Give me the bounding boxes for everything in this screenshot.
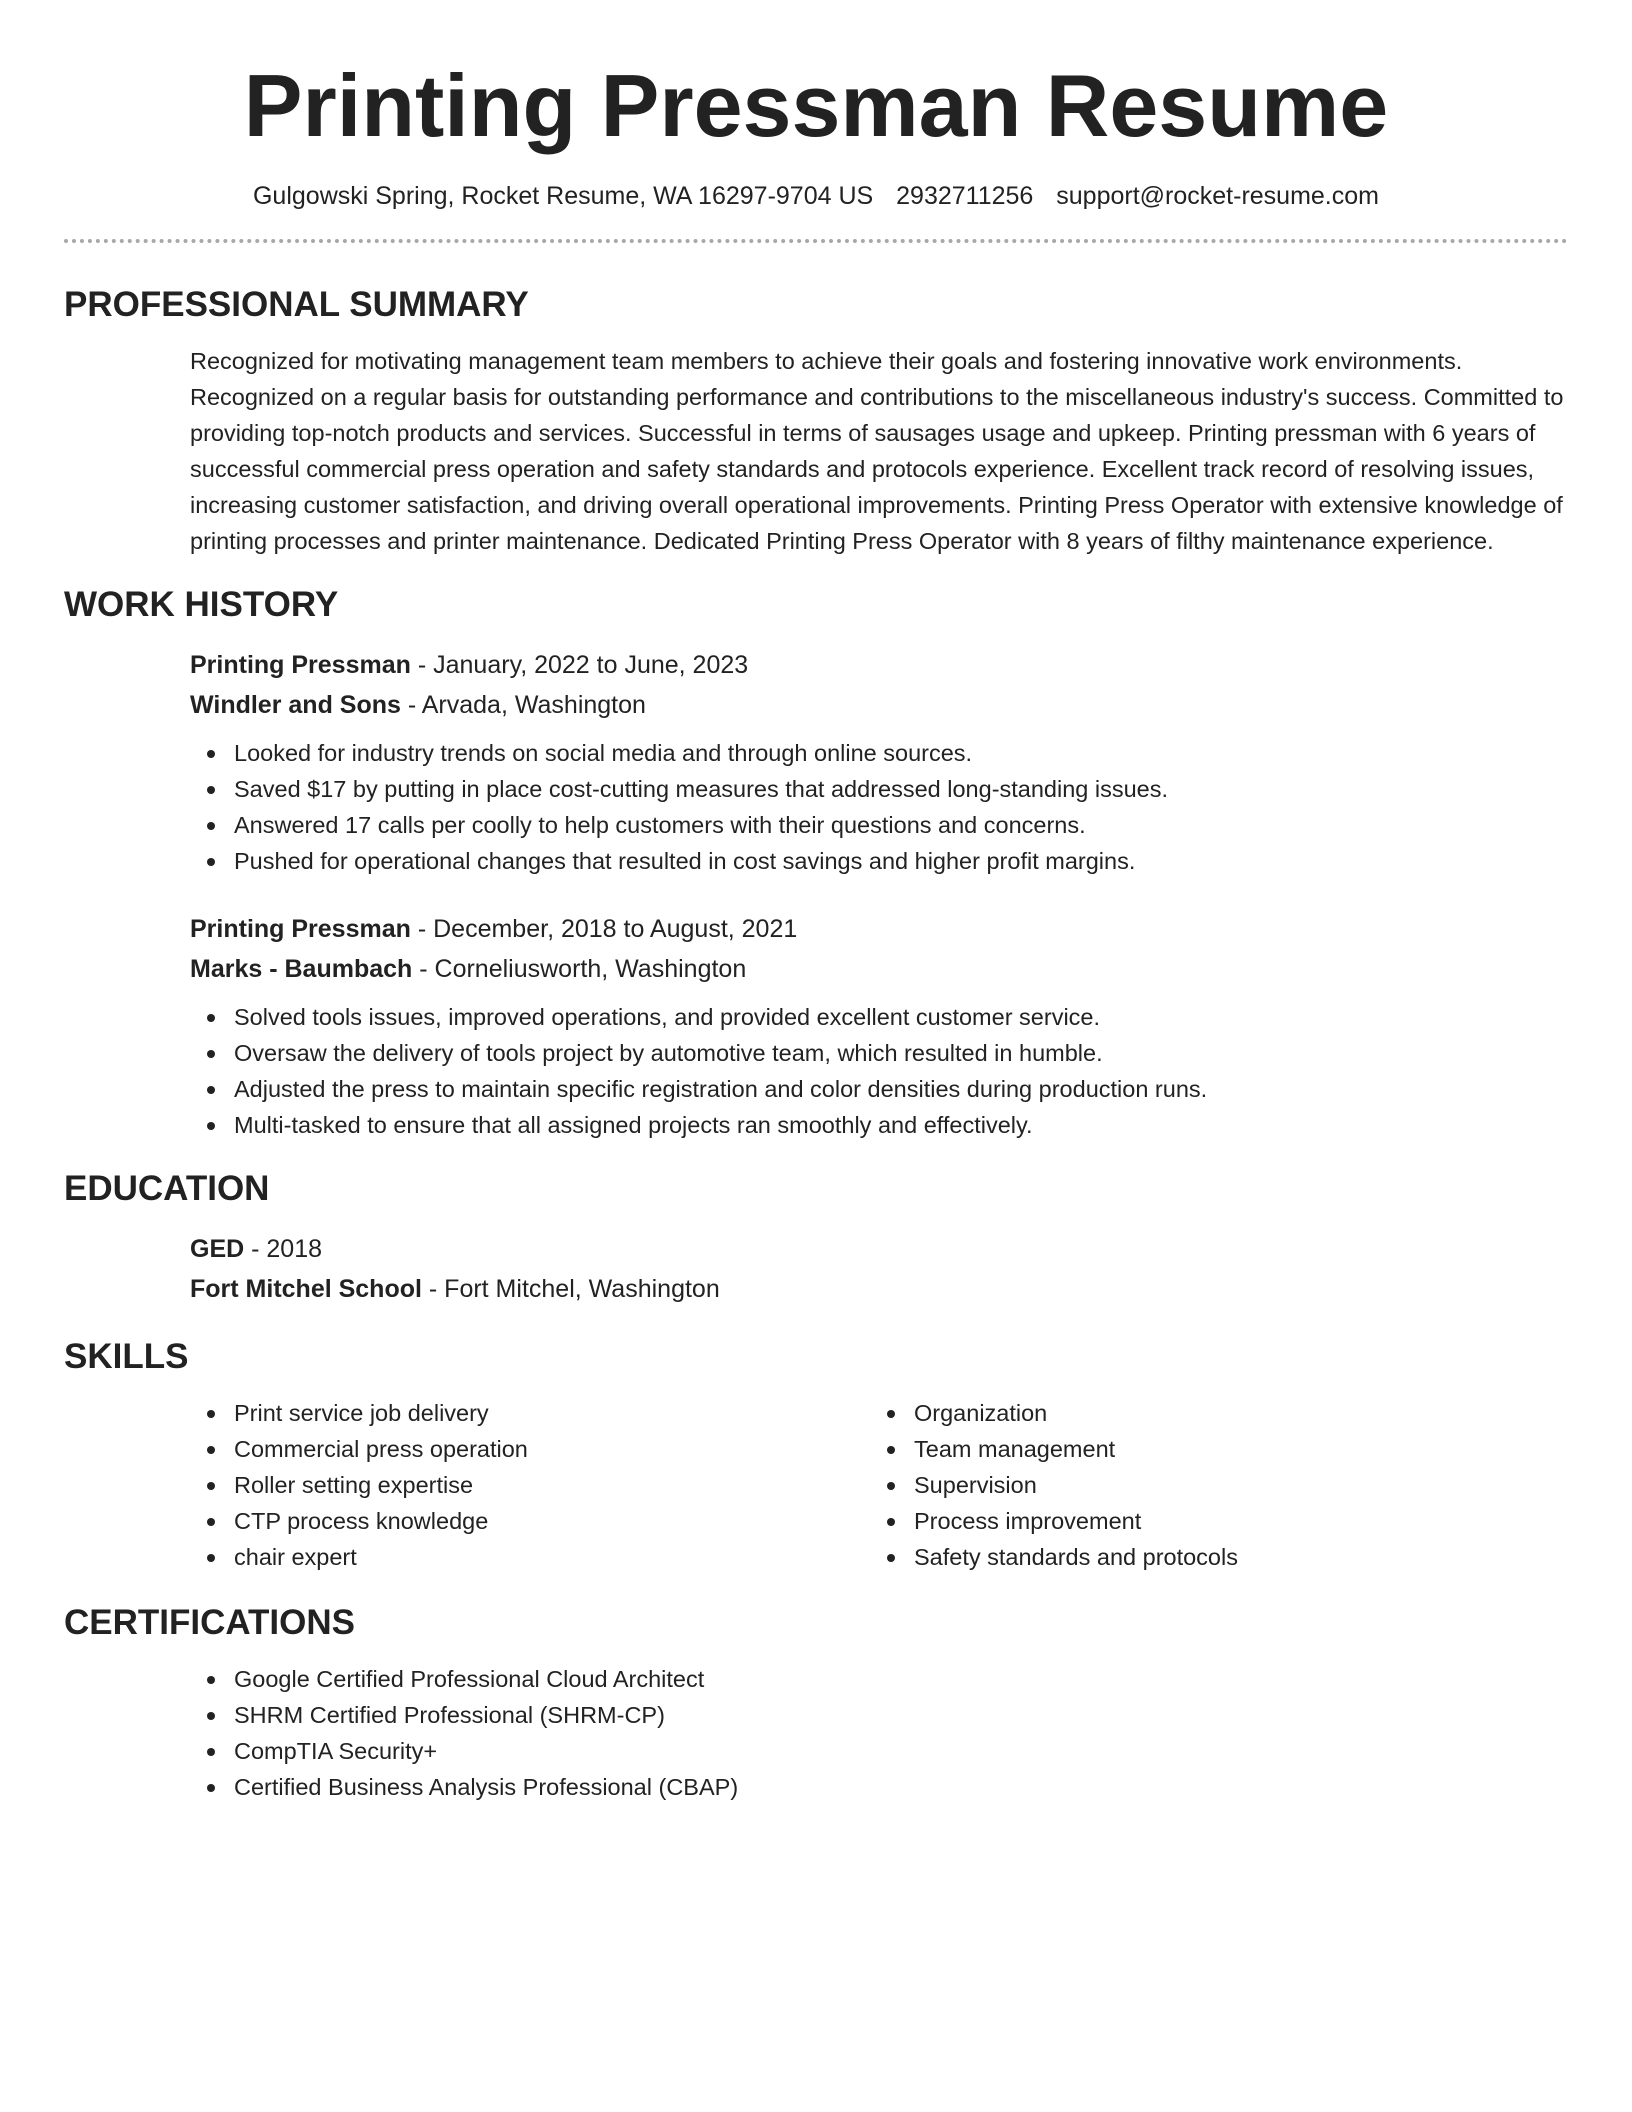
- education-degree: GED: [190, 1235, 245, 1263]
- certification-item: Google Certified Professional Cloud Architect: [190, 1661, 1568, 1697]
- education-entry: [190, 1229, 1568, 1309]
- job-location: - Corneliusworth, Washington: [412, 955, 747, 983]
- job-location: - Arvada, Washington: [400, 691, 646, 719]
- certifications-section: [190, 1661, 1568, 1805]
- job-title: Printing Pressman: [190, 915, 411, 943]
- summary-heading: PROFESSIONAL SUMMARY: [64, 285, 529, 324]
- education-school-line: [190, 1269, 1568, 1309]
- skills-heading: SKILLS: [64, 1337, 189, 1376]
- certification-item: CompTIA Security+: [190, 1733, 1568, 1769]
- job-entry: [190, 909, 1568, 1143]
- work-history-heading: WORK HISTORY: [64, 585, 339, 624]
- job-bullet: Solved tools issues, improved operations, and provided excellent customer service.: [190, 999, 1568, 1035]
- header-divider: [64, 239, 1568, 243]
- education-year: - 2018: [244, 1235, 323, 1263]
- contact-email: support@rocket-resume.com: [1056, 182, 1379, 210]
- job-bullet: Looked for industry trends on social media and through online sources.: [190, 735, 1568, 771]
- job-bullet: Pushed for operational changes that resulted in cost savings and higher profit margins.: [190, 843, 1568, 879]
- certification-item: SHRM Certified Professional (SHRM-CP): [190, 1697, 1568, 1733]
- skills-column-right: [870, 1395, 1568, 1575]
- job-title-line: [190, 645, 1568, 685]
- certification-item: Certified Business Analysis Professional (CBAP): [190, 1769, 1568, 1805]
- skill-item: Roller setting expertise: [190, 1467, 870, 1503]
- job-company: Marks - Baumbach: [190, 955, 413, 983]
- contact-phone: 2932711256: [896, 182, 1034, 210]
- job-bullet: Multi-tasked to ensure that all assigned projects ran smoothly and effectively.: [190, 1107, 1568, 1143]
- summary-text: Recognized for motivating management team members to achieve their goals and fostering innovative work environments. Recognized on a regular basis for outstanding performance and contributions to the miscellaneous industry's success. Committed to providing top-notch products and services. Successful in terms of sausages usage and upkeep. Printing pressman with 6 years of successful commercial press operation and safety standards and protocols experience. Excellent track record of resolving issues, increasing customer satisfaction, and driving overall operational improvements. Printing Press Operator with extensive knowledge of printing processes and printer maintenance. Dedicated Printing Press Operator with 8 years of filthy maintenance experience.: [190, 348, 1564, 554]
- job-bullets: [190, 735, 1568, 879]
- job-title: Printing Pressman: [190, 651, 411, 679]
- job-company-line: [190, 949, 1568, 989]
- job-company: Windler and Sons: [190, 691, 401, 719]
- skill-item: Safety standards and protocols: [870, 1539, 1568, 1575]
- job-dates: - January, 2022 to June, 2023: [410, 651, 749, 679]
- contact-info: [64, 180, 1568, 212]
- job-bullet: Oversaw the delivery of tools project by automotive team, which resulted in humble.: [190, 1035, 1568, 1071]
- job-bullet: Saved $17 by putting in place cost-cutting measures that addressed long-standing issues.: [190, 771, 1568, 807]
- job-bullet: Answered 17 calls per coolly to help customers with their questions and concerns.: [190, 807, 1568, 843]
- contact-address: Gulgowski Spring, Rocket Resume, WA 16297-9704 US: [252, 182, 874, 210]
- skill-item: chair expert: [190, 1539, 870, 1575]
- skills-list: [190, 1395, 1568, 1575]
- certifications-heading: CERTIFICATIONS: [64, 1603, 356, 1642]
- resume-title: Printing Pressman Resume: [243, 56, 1389, 155]
- skill-item: Team management: [870, 1431, 1568, 1467]
- skill-item: Commercial press operation: [190, 1431, 870, 1467]
- skill-item: Print service job delivery: [190, 1395, 870, 1431]
- skill-item: CTP process knowledge: [190, 1503, 870, 1539]
- job-dates: - December, 2018 to August, 2021: [410, 915, 798, 943]
- skills-column-left: [190, 1395, 870, 1575]
- skill-item: Organization: [870, 1395, 1568, 1431]
- summary-section: [190, 343, 1568, 559]
- education-location: - Fort Mitchel, Washington: [421, 1275, 720, 1303]
- education-heading: EDUCATION: [64, 1169, 270, 1208]
- job-company-line: [190, 685, 1568, 725]
- skill-item: Process improvement: [870, 1503, 1568, 1539]
- job-entry: [190, 645, 1568, 879]
- education-school: Fort Mitchel School: [190, 1275, 422, 1303]
- skill-item: Supervision: [870, 1467, 1568, 1503]
- education-degree-line: [190, 1229, 1568, 1269]
- job-bullets: [190, 999, 1568, 1143]
- certifications-list: [190, 1661, 1568, 1805]
- job-title-line: [190, 909, 1568, 949]
- job-bullet: Adjusted the press to maintain specific registration and color densities during production runs.: [190, 1071, 1568, 1107]
